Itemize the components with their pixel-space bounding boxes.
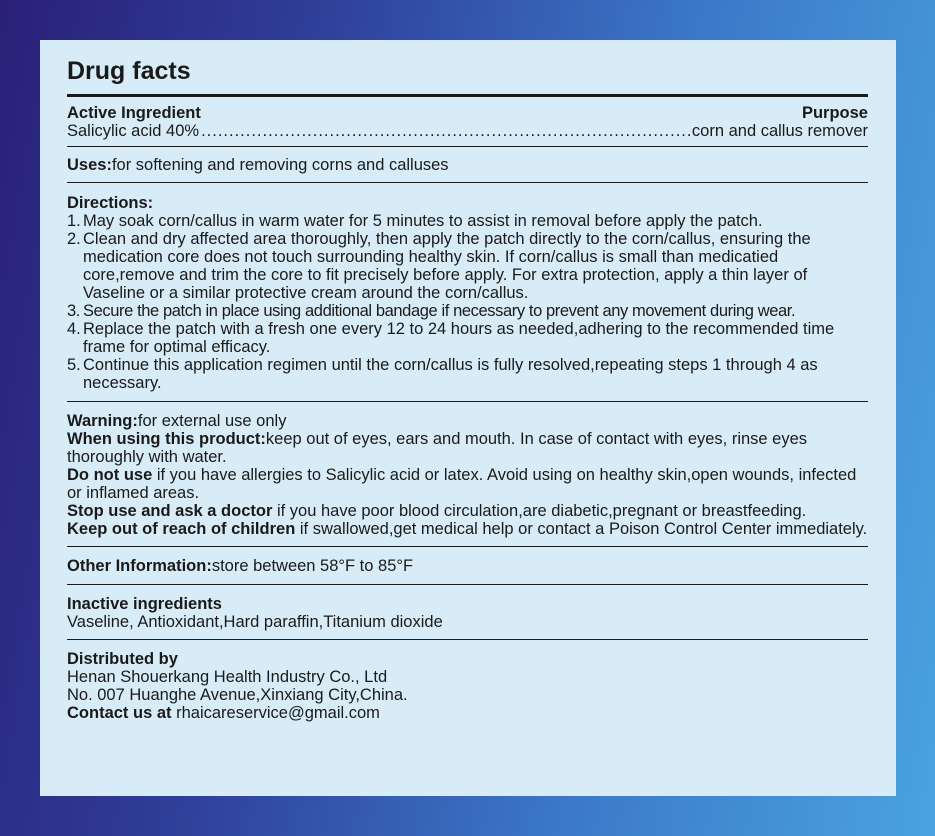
keep-out-label: Keep out of reach of children (67, 520, 296, 538)
uses-text: for softening and removing corns and calluses (111, 156, 449, 174)
active-ingredient-purpose: corn and callus remover (691, 122, 868, 140)
do-not-use-text: if you have allergies to Salicylic acid or latex. Avoid using on healthy skin,open wounds, infected or inflamed areas. (67, 466, 857, 502)
inactive-ingredients-text: Vaseline, Antioxidant,Hard paraffin,Titanium dioxide (67, 613, 443, 631)
contact-email[interactable]: rhaicareservice@gmail.com (171, 704, 380, 722)
direction-item: 2. Clean and dry affected area thoroughly, then apply the patch directly to the corn/callus, ensuring the medication core does not touch surrounding healthy skin. If corn/callus is small than medicatied core,remove and trim the core to fit precisely before apply. For extra protection, apply a thin layer of Vaseline or a similar protective cream around the corn/callus. (67, 230, 811, 302)
distributed-by-section (67, 640, 868, 728)
inactive-ingredients-label: Inactive ingredients (67, 595, 222, 613)
stop-use-text: if you have poor blood circulation,are diabetic,pregnant or breastfeeding. (272, 502, 807, 520)
purpose-header: Purpose (801, 104, 868, 122)
warning-label: Warning: (67, 412, 138, 430)
distributor-address: No. 007 Huanghe Avenue,Xinxiang City,China. (67, 686, 408, 704)
when-using-text: keep out of eyes, ears and mouth. In case of contact with eyes, rinse eyes thoroughly with water. (67, 430, 808, 466)
uses-section (67, 147, 868, 183)
other-information-section (67, 547, 868, 585)
warning-text: for external use only (137, 412, 287, 430)
direction-item: 3. Secure the patch in place using additional bandage if necessary to prevent any movement during wear. (67, 302, 796, 320)
direction-item: 5. Continue this application regimen until the corn/callus is fully resolved,repeating steps 1 through 4 as necessary. (67, 356, 818, 392)
distributed-by-label: Distributed by (67, 650, 178, 668)
contact-label: Contact us at (67, 704, 172, 722)
uses-label: Uses: (67, 156, 112, 174)
warnings-section (67, 402, 868, 547)
other-information-text: store between 58°F to 85°F (211, 557, 414, 575)
dot-leader (201, 122, 690, 140)
active-ingredient-section (67, 97, 868, 147)
distributor-company: Henan Shouerkang Health Industry Co., Ltd (67, 668, 388, 686)
active-ingredient-name: Salicylic acid 40% (67, 122, 200, 140)
stop-use-label: Stop use and ask a doctor (67, 502, 273, 520)
keep-out-text: if swallowed,get medical help or contact a Poison Control Center immediately. (295, 520, 868, 538)
active-ingredient-header: Active Ingredient (67, 104, 201, 122)
drug-facts-panel (40, 40, 896, 796)
when-using-label: When using this product: (67, 430, 266, 448)
direction-item: 4. Replace the patch with a fresh one every 12 to 24 hours as needed,adhering to the recommended time frame for optimal efficacy. (67, 320, 835, 356)
drug-facts-title: Drug facts (67, 54, 868, 97)
other-information-label: Other Information: (67, 557, 212, 575)
do-not-use-label: Do not use (67, 466, 153, 484)
directions-section (67, 183, 868, 402)
direction-item: 1. May soak corn/callus in warm water for 5 minutes to assist in removal before apply the patch. (67, 212, 763, 230)
directions-label: Directions: (67, 194, 154, 212)
inactive-ingredients-section (67, 585, 868, 640)
